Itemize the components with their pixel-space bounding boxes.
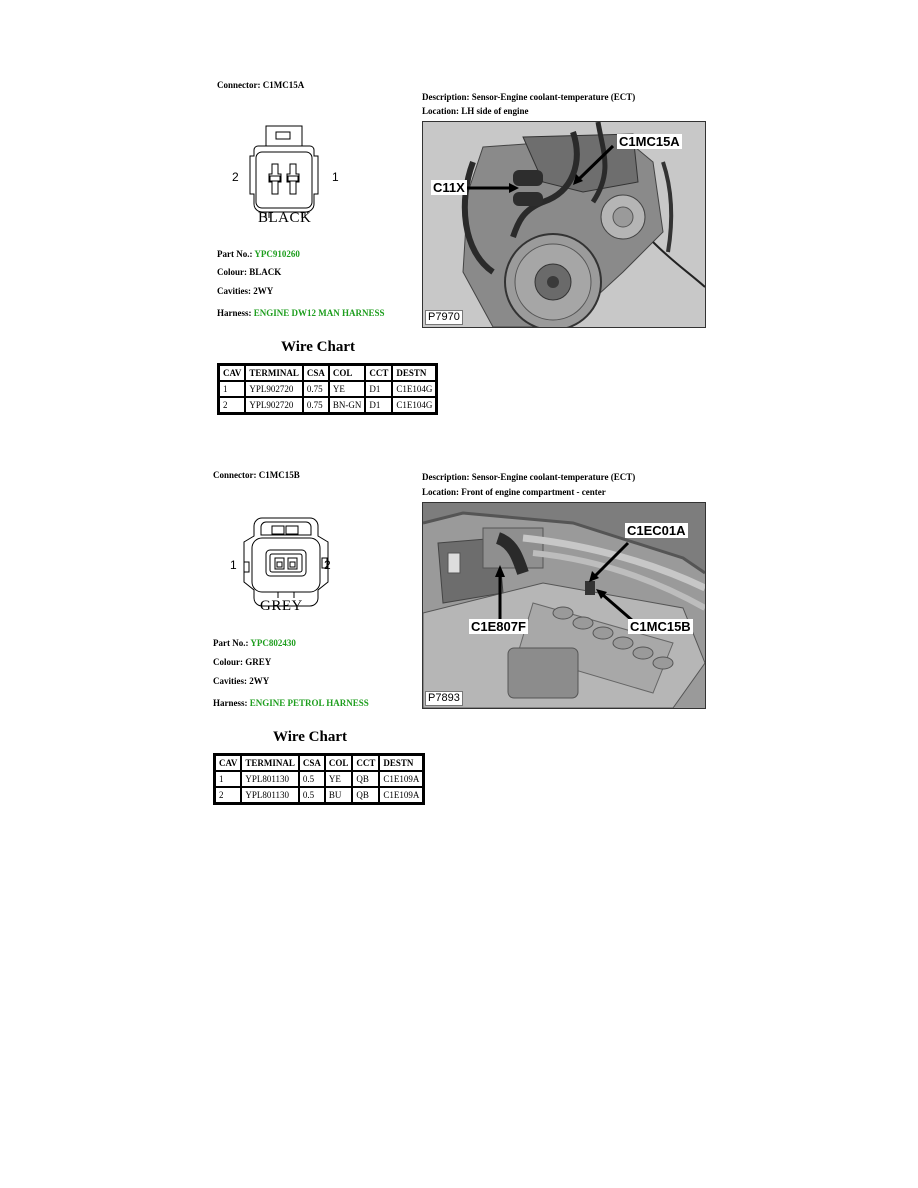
cell-cav: 2: [215, 787, 241, 803]
cell-terminal: YPL902720: [245, 381, 303, 397]
location-photo: [422, 121, 706, 328]
connector-diagram: [228, 120, 358, 230]
photo-callout-c1e807f: C1E807F: [471, 619, 526, 634]
cell-col: YE: [329, 381, 366, 397]
cell-csa: 0.75: [303, 397, 329, 413]
pin-number-left: 1: [230, 558, 237, 572]
header-csa: CSA: [303, 365, 329, 381]
photo-callout-c1ec01a: C1EC01A: [627, 523, 686, 538]
header-destn: DESTN: [392, 365, 436, 381]
cell-cct: D1: [365, 381, 392, 397]
cell-csa: 0.5: [299, 787, 325, 803]
cell-cct: QB: [352, 787, 379, 803]
colour-text: Colour: GREY: [213, 657, 272, 667]
cell-destn: C1E104G: [392, 381, 436, 397]
cell-cav: 1: [215, 771, 241, 787]
connector-label: Connector: C1MC15B: [213, 470, 300, 480]
cell-cav: 1: [219, 381, 245, 397]
cell-destn: C1E109A: [379, 771, 423, 787]
pin-number-left: 2: [232, 170, 239, 184]
description-text: Description: Sensor-Engine coolant-temperature (ECT): [422, 472, 636, 482]
harness-label: Harness:: [213, 698, 248, 708]
table-row: [219, 381, 436, 397]
cell-csa: 0.5: [299, 771, 325, 787]
photo-callout-c1mc15a: C1MC15A: [619, 134, 680, 149]
wire-chart-table: [213, 753, 425, 805]
harness-link[interactable]: ENGINE PETROL HARNESS: [249, 698, 369, 708]
cell-destn: C1E104G: [392, 397, 436, 413]
connector-color-label: BLACK: [258, 210, 312, 226]
pin-number-right: 1: [332, 170, 339, 184]
table-row: [219, 397, 436, 413]
connector-color-label: GREY: [260, 598, 303, 614]
part-number-link[interactable]: YPC910260: [254, 249, 300, 259]
cell-col: BN-GN: [329, 397, 366, 413]
table-header-row: [215, 755, 423, 771]
header-col: COL: [329, 365, 366, 381]
wire-chart-table: [217, 363, 438, 415]
location-text: Location: LH side of engine: [422, 106, 529, 116]
pin-number-right: 2: [324, 558, 331, 572]
photo-id: P7893: [425, 691, 463, 706]
description-text: Description: Sensor-Engine coolant-temperature (ECT): [422, 92, 636, 102]
wire-chart-title: Wire Chart: [272, 729, 348, 745]
cell-cav: 2: [219, 397, 245, 413]
connector-diagram: [228, 510, 348, 620]
cell-terminal: YPL902720: [245, 397, 303, 413]
photo-callout-c11x: C11X: [433, 180, 465, 195]
cell-cct: D1: [365, 397, 392, 413]
harness-label: Harness:: [217, 308, 252, 318]
header-terminal: TERMINAL: [241, 755, 299, 771]
header-cct: CCT: [365, 365, 392, 381]
cell-cct: QB: [352, 771, 379, 787]
header-col: COL: [325, 755, 353, 771]
harness-row: [213, 698, 369, 708]
location-photo: [422, 502, 706, 709]
cell-col: BU: [325, 787, 353, 803]
photo-callout-c1mc15b: C1MC15B: [630, 619, 691, 634]
part-number-label: Part No.:: [217, 249, 253, 259]
part-number-label: Part No.:: [213, 638, 249, 648]
colour-text: Colour: BLACK: [217, 267, 282, 277]
cell-terminal: YPL801130: [241, 771, 299, 787]
photo-id: P7970: [425, 310, 463, 325]
table-row: [215, 787, 423, 803]
part-number-row: [213, 638, 296, 648]
part-number-link[interactable]: YPC802430: [250, 638, 296, 648]
table-header-row: [219, 365, 436, 381]
header-destn: DESTN: [379, 755, 423, 771]
header-cav: CAV: [219, 365, 245, 381]
part-number-row: [217, 249, 300, 259]
header-cav: CAV: [215, 755, 241, 771]
header-csa: CSA: [299, 755, 325, 771]
header-terminal: TERMINAL: [245, 365, 303, 381]
table-row: [215, 771, 423, 787]
cell-csa: 0.75: [303, 381, 329, 397]
cell-terminal: YPL801130: [241, 787, 299, 803]
wire-chart-title: Wire Chart: [280, 339, 356, 355]
engine-photo-illustration: [423, 122, 705, 327]
cavities-text: Cavities: 2WY: [213, 676, 270, 686]
connector-label: Connector: C1MC15A: [217, 80, 305, 90]
location-text: Location: Front of engine compartment - center: [422, 487, 606, 497]
cell-destn: C1E109A: [379, 787, 423, 803]
header-cct: CCT: [352, 755, 379, 771]
harness-link[interactable]: ENGINE DW12 MAN HARNESS: [253, 308, 385, 318]
harness-row: [217, 308, 385, 318]
cell-col: YE: [325, 771, 353, 787]
cavities-text: Cavities: 2WY: [217, 286, 274, 296]
